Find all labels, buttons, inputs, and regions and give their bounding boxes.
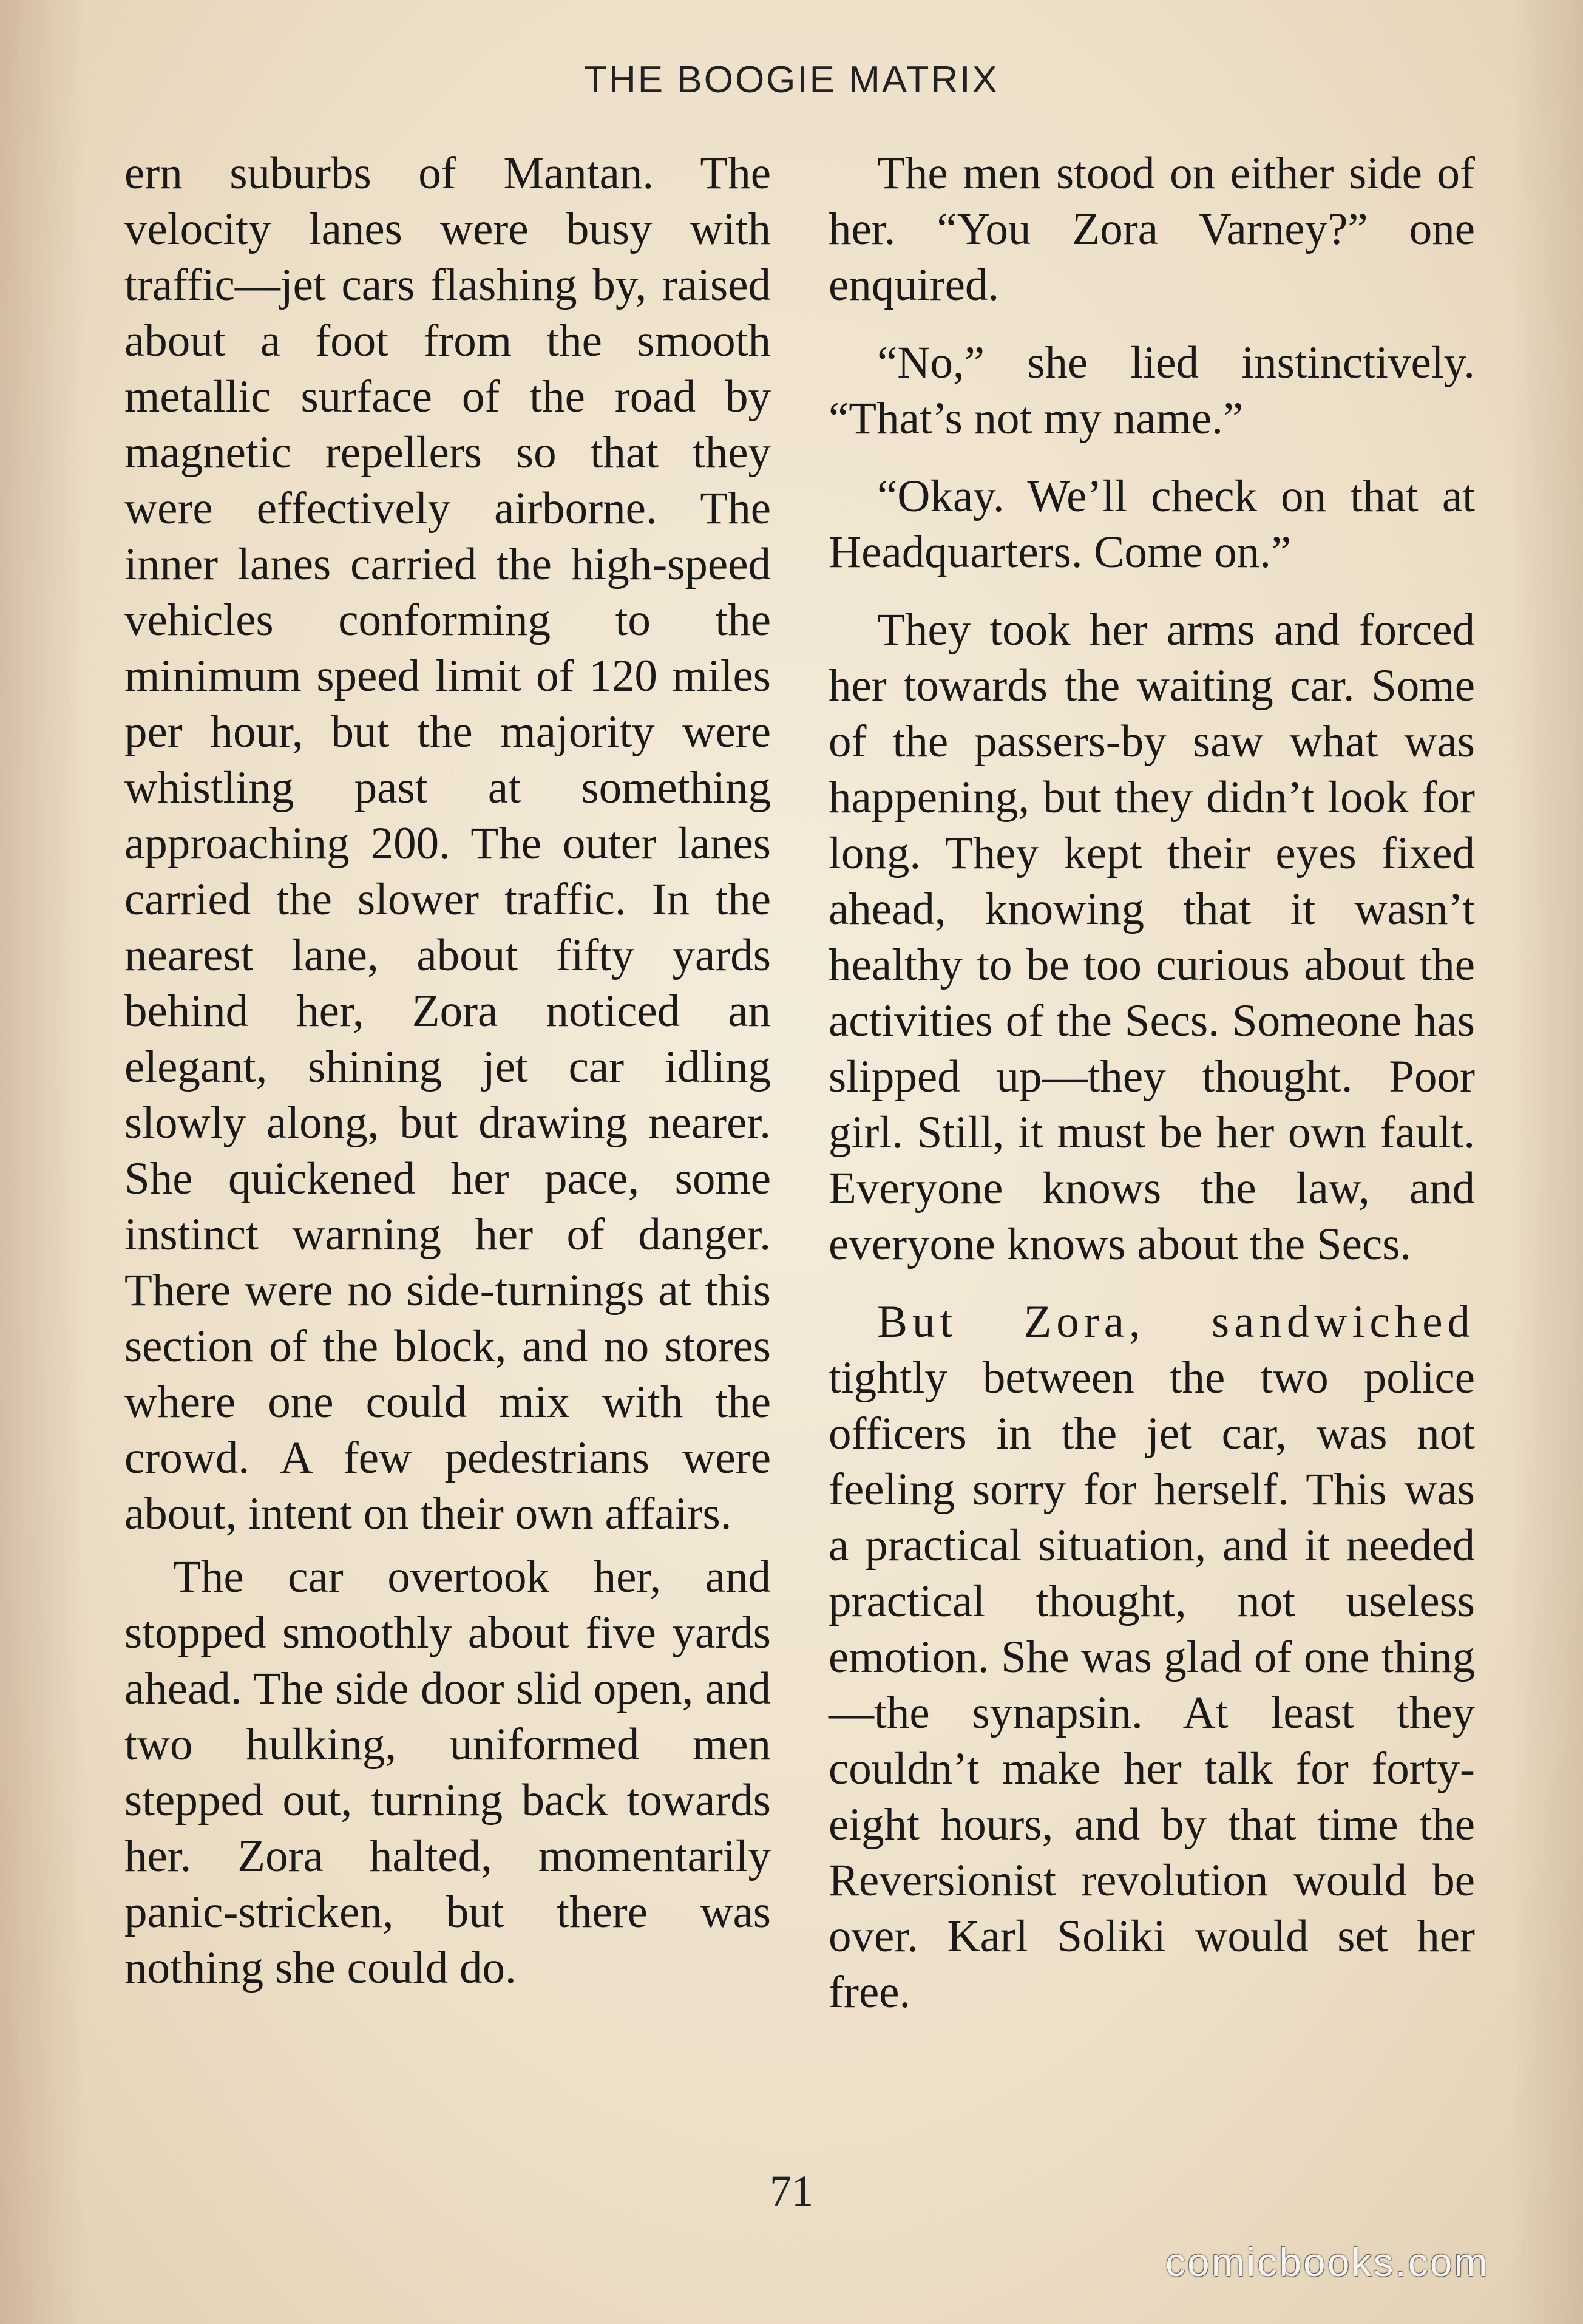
source-watermark: comicbooks.com [1165,2240,1490,2285]
right-paragraph-4: They took her arms and forced her towards the waiting car. Some of the passers-by saw what was happening, but they didn’t look for long. They kept their eyes fixed ahead, knowing that it wasn’t healthy to be too curious about the activities of the Secs. Someone has slipped up—they thought. Poor girl. Still, it must be her own fault. Everyone knows the law, and everyone knows about the Secs. [829,605,1475,1269]
page-number: 71 [770,2167,813,2215]
right-paragraph-5-body: tightly between the two police officers in the jet car, was not feeling sorry for herself. This was a practical situation, and it needed practical thought, not useless emotion. She was glad of one thing—the synapsin. At least they couldn’t make her talk for forty-eight hours, and by that time the Reversionist revolution would be over. Karl Soliki would set her free. [829,1353,1475,2017]
right-column [829,146,1475,2020]
right-paragraph-2: “No,” she lied instinctively. “That’s not my name.” [829,338,1475,444]
left-paragraph-1: ern suburbs of Mantan. The velocity lanes were busy with traffic—jet cars flashing by, raised about a foot from the smooth metallic surface of the road by magnetic repellers so that they were effectively airborne. The inner lanes carried the high-speed vehicles conforming to the minimum speed limit of 120 miles per hour, but the majority were whistling past at something approaching 200. The outer lanes carried the slower traffic. In the nearest lane, about fifty yards behind her, Zora noticed an elegant, shining jet car idling slowly along, but drawing nearer. She quickened her pace, some instinct warning her of danger. There were no side-turnings at this section of the block, and no stores where one could mix with the crowd. A few pedestrians were about, intent on their own affairs. [124,148,771,1539]
right-paragraph-5-lead: But Zora, sandwiched [877,1297,1475,1347]
right-paragraph-3: “Okay. We’ll check on that at Headquarters. Come on.” [829,471,1475,577]
left-column [124,146,771,1996]
page-shadow-left [0,0,85,2324]
left-paragraph-2: The car overtook her, and stopped smoothly about five yards ahead. The side door slid open, and two hulking, uniformed men stepped out, turning back towards her. Zora halted, momentarily panic-stricken, but there was nothing she could do. [124,1552,771,1993]
right-paragraph-1: The men stood on either side of her. “You Zora Varney?” one enquired. [829,148,1475,310]
right-paragraph-5 [829,1294,1475,2020]
page-shadow-right [1510,0,1583,2324]
running-head: THE BOOGIE MATRIX [584,59,999,101]
